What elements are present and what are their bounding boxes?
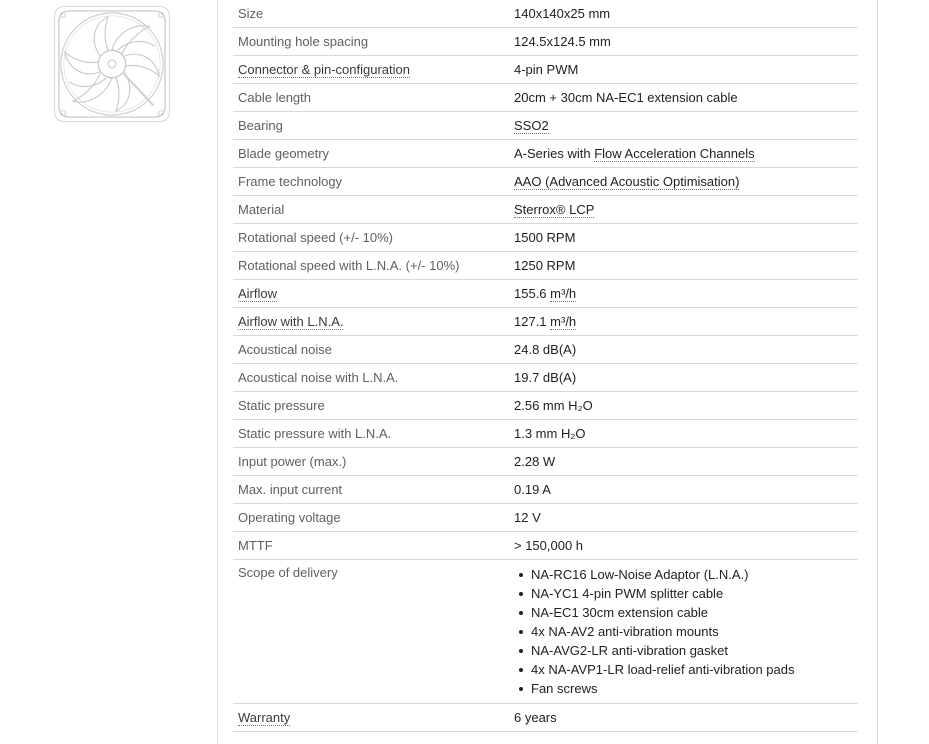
- spec-label: Cable length: [233, 84, 509, 112]
- spec-value: 4-pin PWM: [509, 56, 858, 84]
- spec-value: 6 years: [509, 704, 858, 732]
- spec-value-cell: [509, 308, 858, 336]
- table-row: [233, 532, 858, 560]
- spec-label: Max. input current: [233, 476, 509, 504]
- spec-value: 124.5x124.5 mm: [509, 28, 858, 56]
- spec-label: Blade geometry: [233, 140, 509, 168]
- scope-list: [514, 565, 858, 698]
- spec-table: [233, 0, 858, 732]
- spec-label: Rotational speed with L.N.A. (+/- 10%): [233, 252, 509, 280]
- spec-value-cell: [509, 140, 858, 168]
- scope-list-cell: [509, 560, 858, 704]
- table-row: [233, 420, 858, 448]
- spec-value: 20cm + 30cm NA-EC1 extension cable: [509, 84, 858, 112]
- spec-value-cell: [509, 196, 858, 224]
- warranty-glossary-link[interactable]: Warranty: [238, 710, 291, 725]
- list-item: NA-YC1 4-pin PWM splitter cable: [531, 584, 858, 603]
- spec-value: > 150,000 h: [509, 532, 858, 560]
- table-row: [233, 476, 858, 504]
- table-row: [233, 56, 858, 84]
- unit-glossary-link[interactable]: m³/h: [550, 314, 577, 329]
- spec-label: Acoustical noise: [233, 336, 509, 364]
- spec-label-cell: [233, 56, 509, 84]
- table-row: [233, 280, 858, 308]
- scope-of-delivery-row: [233, 560, 858, 704]
- spec-label: Acoustical noise with L.N.A.: [233, 364, 509, 392]
- spec-value: 1500 RPM: [509, 224, 858, 252]
- table-row: [233, 140, 858, 168]
- spec-label: Frame technology: [233, 168, 509, 196]
- table-row: [233, 308, 858, 336]
- spec-value: 1.3 mm H₂O: [509, 420, 858, 448]
- spec-label-cell: [233, 280, 509, 308]
- table-row: [233, 336, 858, 364]
- list-item: 4x NA-AV2 anti-vibration mounts: [531, 622, 858, 641]
- spec-value: 24.8 dB(A): [509, 336, 858, 364]
- airflow-glossary-link[interactable]: Airflow: [238, 286, 278, 301]
- spec-label-cell: [233, 308, 509, 336]
- list-item: NA-EC1 30cm extension cable: [531, 603, 858, 622]
- spec-value-prefix: 127.1: [514, 314, 551, 329]
- spec-label: Operating voltage: [233, 504, 509, 532]
- spec-value: 1250 RPM: [509, 252, 858, 280]
- table-row: [233, 392, 858, 420]
- spec-value-prefix: A-Series with: [514, 146, 595, 161]
- connector-glossary-link[interactable]: Connector & pin-configuration: [238, 62, 410, 77]
- spec-label: Scope of delivery: [233, 560, 509, 704]
- bearing-glossary-link[interactable]: SSO2: [514, 118, 549, 133]
- warranty-row: [233, 704, 858, 732]
- table-row: [233, 28, 858, 56]
- spec-value: 19.7 dB(A): [509, 364, 858, 392]
- table-row: [233, 224, 858, 252]
- spec-value-cell: [509, 168, 858, 196]
- unit-glossary-link[interactable]: m³/h: [550, 286, 577, 301]
- aao-glossary-link[interactable]: AAO (Advanced Acoustic Optimisation): [514, 174, 740, 189]
- spec-label: Size: [233, 0, 509, 28]
- material-glossary-link[interactable]: Sterrox® LCP: [514, 202, 595, 217]
- spec-label: Static pressure with L.N.A.: [233, 420, 509, 448]
- flow-channels-glossary-link[interactable]: Flow Acceleration Channels: [594, 146, 755, 161]
- spec-value-cell: [509, 280, 858, 308]
- spec-label: Bearing: [233, 112, 509, 140]
- list-item: NA-RC16 Low-Noise Adaptor (L.N.A.): [531, 565, 858, 584]
- spec-value: 12 V: [509, 504, 858, 532]
- table-row: [233, 0, 858, 28]
- table-row: [233, 448, 858, 476]
- table-row: [233, 252, 858, 280]
- list-item: NA-AVG2-LR anti-vibration gasket: [531, 641, 858, 660]
- spec-value-prefix: 155.6: [514, 286, 551, 301]
- table-row: [233, 84, 858, 112]
- spec-value: 0.19 A: [509, 476, 858, 504]
- list-item: Fan screws: [531, 679, 858, 698]
- spec-value-cell: [509, 112, 858, 140]
- table-row: [233, 504, 858, 532]
- spec-value: 2.56 mm H₂O: [509, 392, 858, 420]
- airflow-lna-glossary-link[interactable]: Airflow with L.N.A.: [238, 314, 344, 329]
- table-row: [233, 112, 858, 140]
- spec-label-cell: [233, 704, 509, 732]
- spec-label: Material: [233, 196, 509, 224]
- spec-value: 2.28 W: [509, 448, 858, 476]
- fan-thumbnail[interactable]: [54, 6, 170, 122]
- list-item: 4x NA-AVP1-LR load-relief anti-vibration pads: [531, 660, 858, 679]
- table-row: [233, 196, 858, 224]
- spec-value: 140x140x25 mm: [509, 0, 858, 28]
- fan-icon: [55, 7, 169, 121]
- spec-label: MTTF: [233, 532, 509, 560]
- spec-label: Rotational speed (+/- 10%): [233, 224, 509, 252]
- spec-label: Static pressure: [233, 392, 509, 420]
- spec-label: Mounting hole spacing: [233, 28, 509, 56]
- spec-label: Input power (max.): [233, 448, 509, 476]
- table-row: [233, 364, 858, 392]
- table-row: [233, 168, 858, 196]
